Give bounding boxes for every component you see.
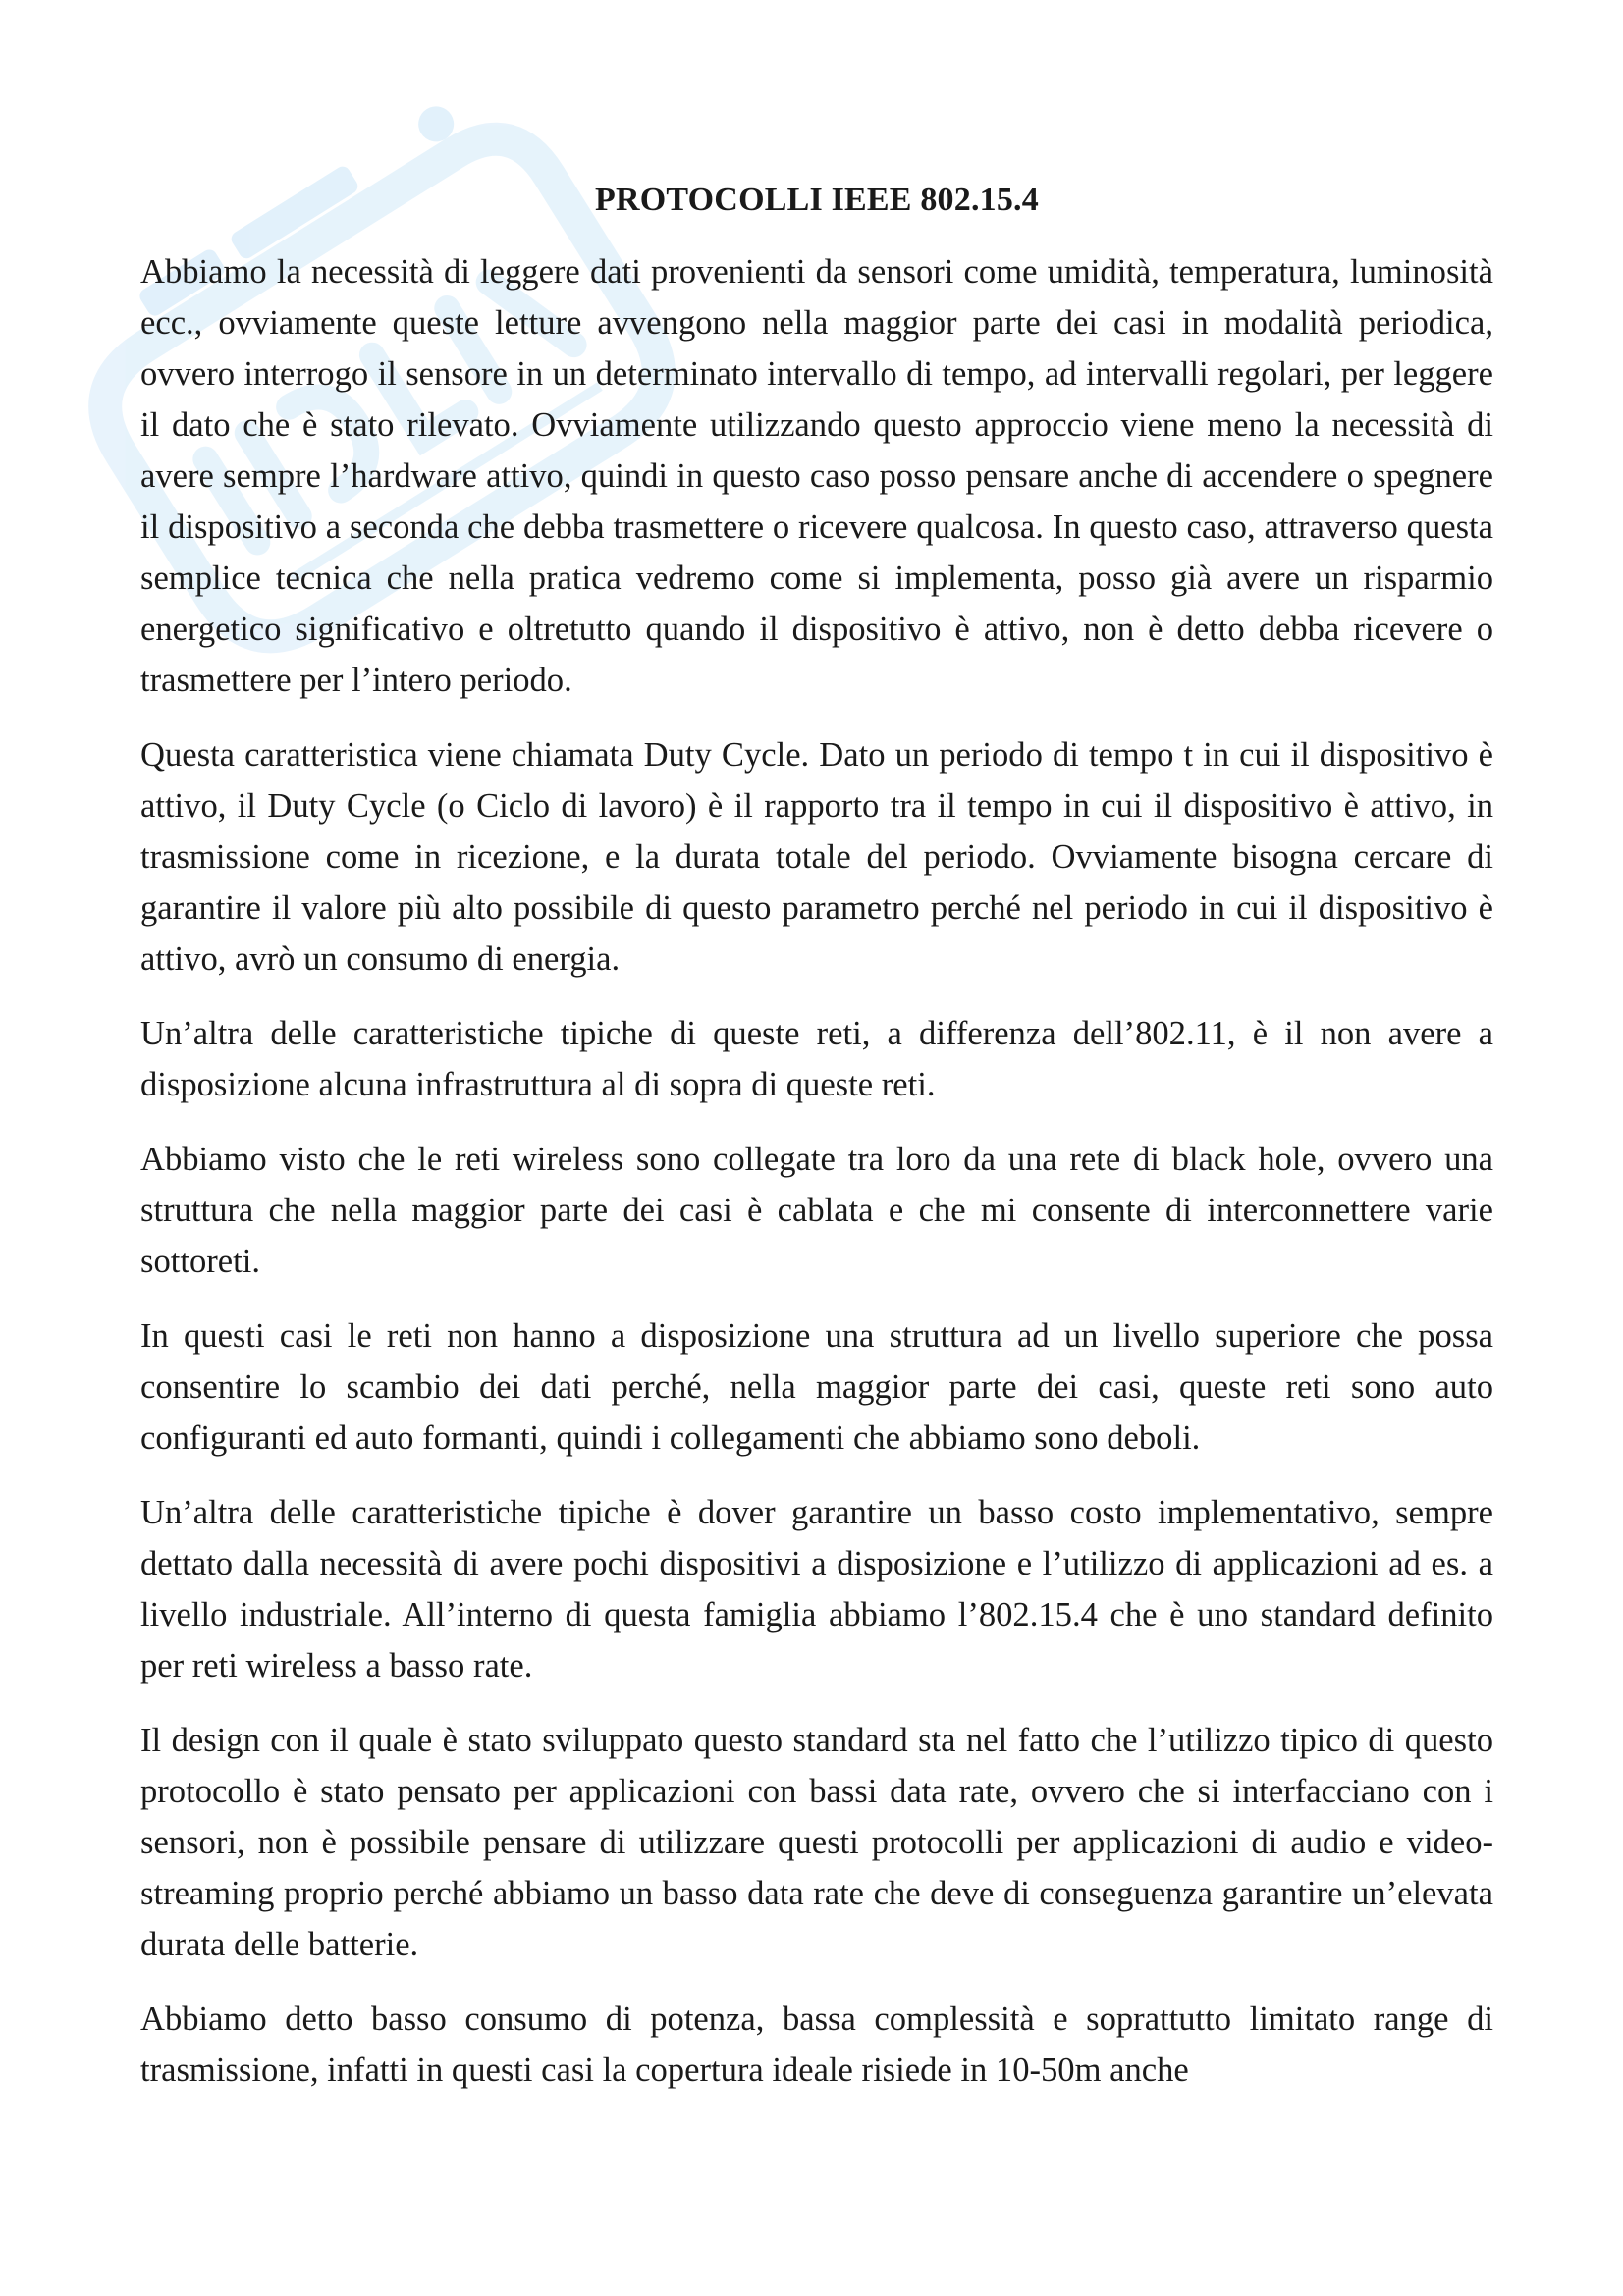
paragraph: Il design con il quale è stato sviluppato questo standard sta nel fatto che l’utilizzo tipico di questo protocollo è stato pensato per applicazioni con bassi data rate, ovvero che si interfacciano con i sensori, non è possibile pensare di utilizzare questi protocolli per applicazioni di audio e video-streaming proprio perché abbiamo un basso data rate che deve di conseguenza garantire un’elevata durata delle batterie.	[140, 1722, 1493, 1963]
paragraph: Questa caratteristica viene chiamata Duty Cycle. Dato un periodo di tempo t in cui il dispositivo è attivo, il Duty Cycle (o Ciclo di lavoro) è il rapporto tra il tempo in cui il dispositivo è attivo, in trasmissione come in ricezione, e la durata totale del periodo. Ovviamente bisogna cercare di garantire il valore più alto possibile di questo parametro perché nel periodo in cui il dispositivo è attivo, avrò un consumo di energia.	[140, 736, 1493, 978]
document-body	[140, 182, 1493, 2119]
paragraph: In questi casi le reti non hanno a disposizione una struttura ad un livello superiore che possa consentire lo scambio dei dati perché, nella maggior parte dei casi, queste reti sono auto configuranti ed auto formanti, quindi i collegamenti che abbiamo sono deboli.	[140, 1317, 1493, 1457]
document-title: PROTOCOLLI IEEE 802.15.4	[595, 182, 1039, 218]
paragraph: Abbiamo la necessità di leggere dati provenienti da sensori come umidità, temperatura, luminosità ecc., ovviamente queste letture avvengono nella maggior parte dei casi in modalità periodica, ovvero interrogo il sensore in un determinato intervallo di tempo, ad intervalli regolari, per leggere il dato che è stato rilevato. Ovviamente utilizzando questo approccio viene meno la necessità di avere sempre l’hardware attivo, quindi in questo caso posso pensare anche di accendere o spegnere il dispositivo a seconda che debba trasmettere o ricevere qualcosa. In questo caso, attraverso questa semplice tecnica che nella pratica vedremo come si implementa, posso già avere un risparmio energetico significativo e oltretutto quando il dispositivo è attivo, non è detto debba ricevere o trasmettere per l’intero periodo.	[140, 253, 1493, 699]
paragraph: Abbiamo detto basso consumo di potenza, bassa complessità e soprattutto limitato range di trasmissione, infatti in questi casi la copertura ideale risiede in 10-50m anche	[140, 2001, 1493, 2089]
paragraph: Un’altra delle caratteristiche tipiche è dover garantire un basso costo implementativo, sempre dettato dalla necessità di avere pochi dispositivi a disposizione e l’utilizzo di applicazioni ad es. a livello industriale. All’interno di questa famiglia abbiamo l’802.15.4 che è uno standard definito per reti wireless a basso rate.	[140, 1494, 1493, 1684]
paragraph: Abbiamo visto che le reti wireless sono collegate tra loro da una rete di black hole, ovvero una struttura che nella maggior parte dei casi è cablata e che mi consente di interconnettere varie sottoreti.	[140, 1141, 1493, 1280]
paragraph: Un’altra delle caratteristiche tipiche di queste reti, a differenza dell’802.11, è il non avere a disposizione alcuna infrastruttura al di sopra di queste reti.	[140, 1015, 1493, 1103]
